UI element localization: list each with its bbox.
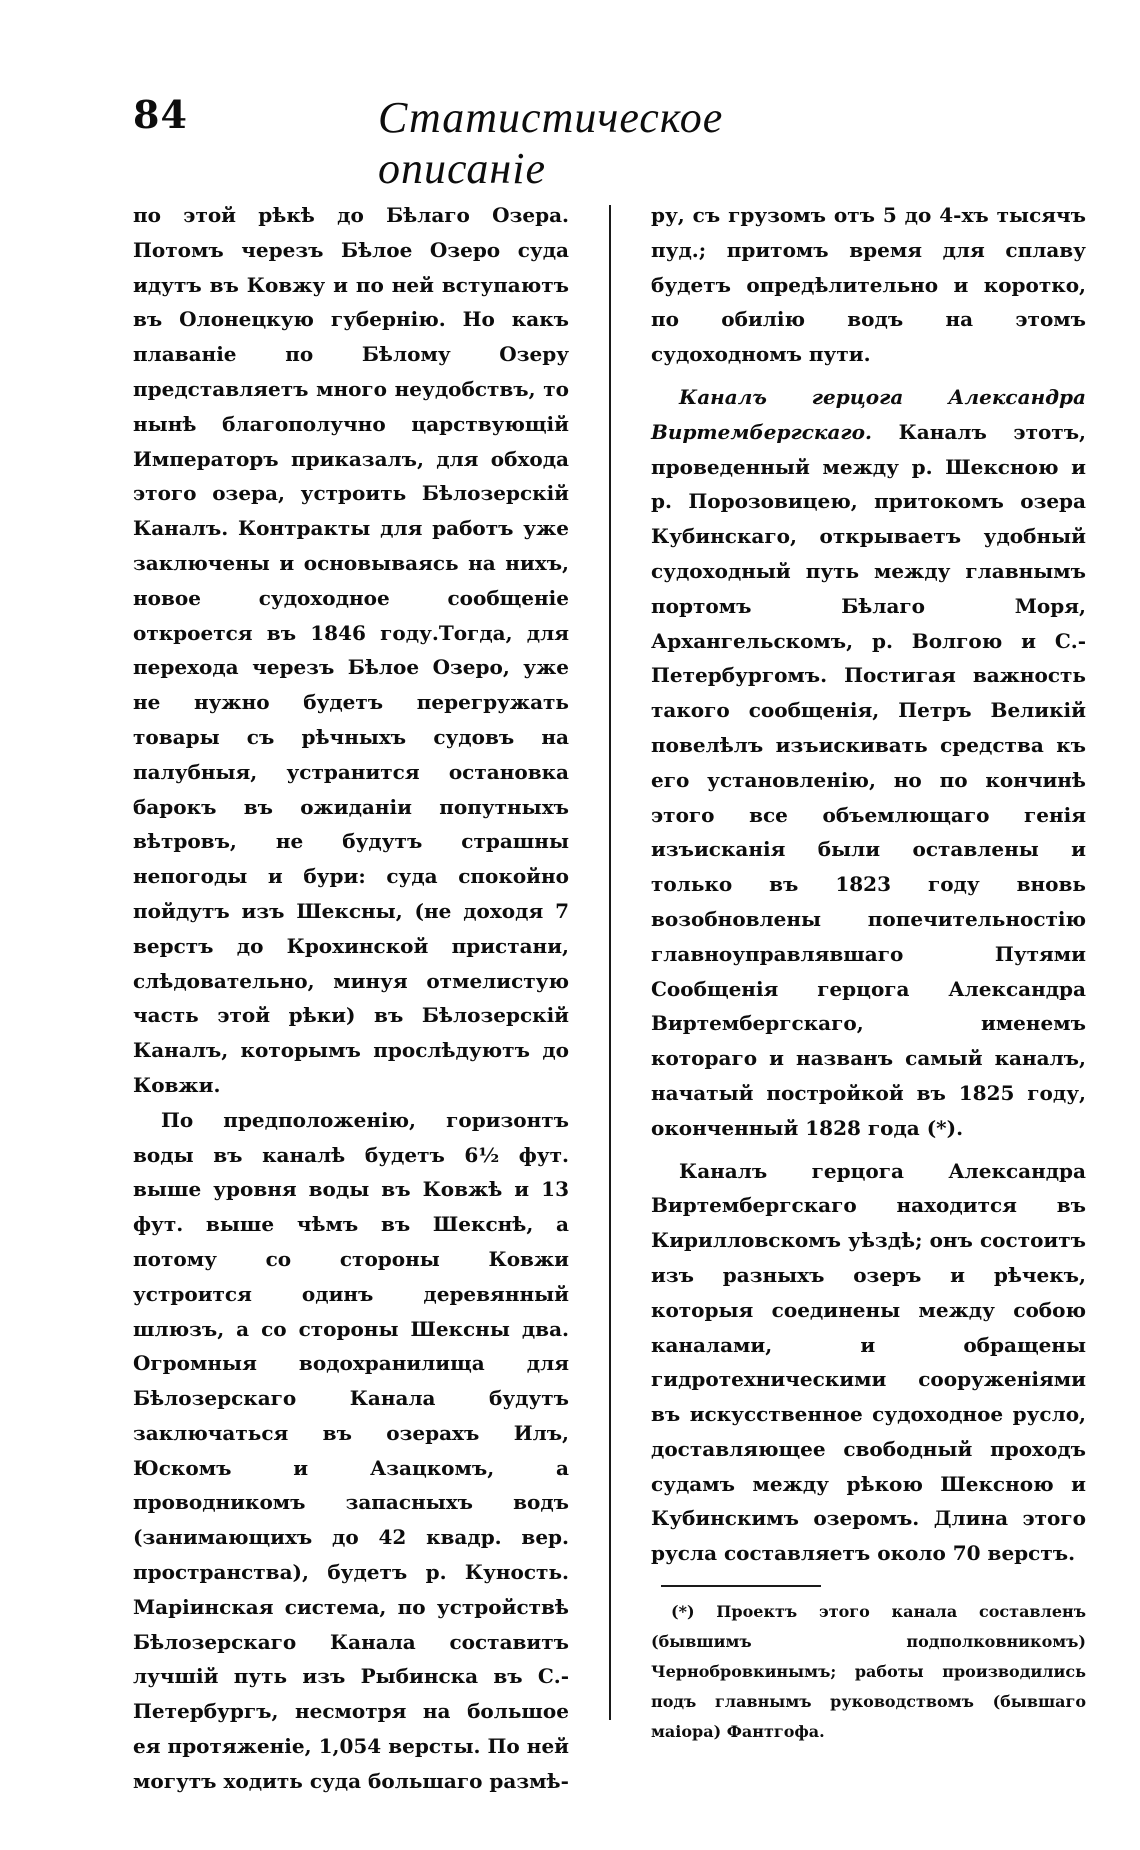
- page-header: [133, 92, 893, 193]
- right-column: [651, 198, 1086, 1747]
- right-paragraph-1: ру, съ грузомъ отъ 5 до 4-хъ тысячъ пуд.; притомъ время для сплаву будетъ опредѣлительно и коротко, по обилію водъ на этомъ судоходномъ пути.: [651, 203, 1086, 367]
- footnote-divider: [661, 1585, 821, 1587]
- footnote: (*) Проектъ этого канала составленъ (бывшимъ подполковникомъ) Чернобровкинымъ; работы производились подъ главнымъ руководствомъ (бывшаго маіора) Фантгофа.: [651, 1602, 1086, 1742]
- canal-paragraph: [651, 380, 1086, 1146]
- page-number: 84: [133, 92, 188, 137]
- left-column: [133, 198, 569, 1799]
- canal-heading: Каналъ герцога Александра Виртембергскаго.: [651, 384, 1086, 444]
- left-paragraph-2: По предположенію, горизонтъ воды въ каналѣ будетъ 6½ фут. выше уровня воды въ Ковжѣ и 13 фут. выше чѣмъ въ Шекснѣ, а потому со стороны Ковжи устроится одинъ деревянный шлюзъ, а со стороны Шексны два. Огромныя водохранилища для Бѣлозерскаго Канала будутъ заключаться въ озерахъ Илъ, Юскомъ и Азацкомъ, а проводникомъ запасныхъ водъ (занимающихъ до 42 квадр. вер. пространства), будетъ р. Куность. Маріинская система, по устройствѣ Бѣлозерскаго Канала составитъ лучшій путь изъ Рыбинска въ С.-Петербургъ, несмотря на большое ея протяженіе, 1,054 версты. По ней могутъ ходить суда большаго размѣ-: [133, 1107, 569, 1793]
- right-paragraph-3: Каналъ герцога Александра Виртембергскаго находится въ Кирилловскомъ уѣздѣ; онъ состоитъ изъ разныхъ озеръ и рѣчекъ, которыя соединены между собою каналами, и обращены гидротехническими сооруженіями въ искусственное судоходное русло, доставляющее свободный проходъ судамъ между рѣкою Шексною и Кубинскимъ озеромъ. Длина этого русла составляетъ около 70 верстъ.: [651, 1158, 1086, 1566]
- left-paragraph-1: по этой рѣкѣ до Бѣлаго Озера. Потомъ черезъ Бѣлое Озеро суда идутъ въ Ковжу и по ней вступаютъ въ Олонецкую губернію. Но какъ плаваніе по Бѣлому Озеру представляетъ много неудобствъ, то нынѣ благополучно царствующій Императоръ приказалъ, для обхода этого озера, устроить Бѣлозерскій Каналъ. Контракты для работъ уже заключены и основываясь на нихъ, новое судоходное сообщеніе откроется въ 1846 году.Тогда, для перехода черезъ Бѣлое Озеро, уже не нужно будетъ перегружать товары съ рѣчныхъ судовъ на палубныя, устранится остановка барокъ въ ожиданіи попутныхъ вѣтровъ, не будутъ страшны непогоды и бури: суда спокойно пойдутъ изъ Шексны, (не доходя 7 верстъ до Крохинской пристани, слѣдовательно, минуя отмелистую часть этой рѣки) въ Бѣлозерскій Каналъ, которымъ прослѣдуютъ до Ковжи.: [133, 203, 569, 1097]
- running-title: Статистическое описаніе: [378, 93, 724, 193]
- column-divider: [609, 205, 611, 1720]
- right-paragraph-2: Каналъ этотъ, проведенный между р. Шексною и р. Порозовицею, притокомъ озера Кубинскаго, открываетъ удобный судоходный путь между главнымъ портомъ Бѣлаго Моря, Архангельскомъ, р. Волгою и С.-Петербургомъ. Постигая важность такого сообщенія, Петръ Великій повелѣлъ изъискивать средства къ его установленію, но по кончинѣ этого все объемлющаго генія изъисканія были оставлены и только въ 1823 году вновь возобновлены попечительностію главноуправлявшаго Путями Сообщенія герцога Александра Виртембергскаго, именемъ котораго и названъ самый каналъ, начатый постройкой въ 1825 году, оконченный 1828 года (*).: [651, 419, 1087, 1140]
